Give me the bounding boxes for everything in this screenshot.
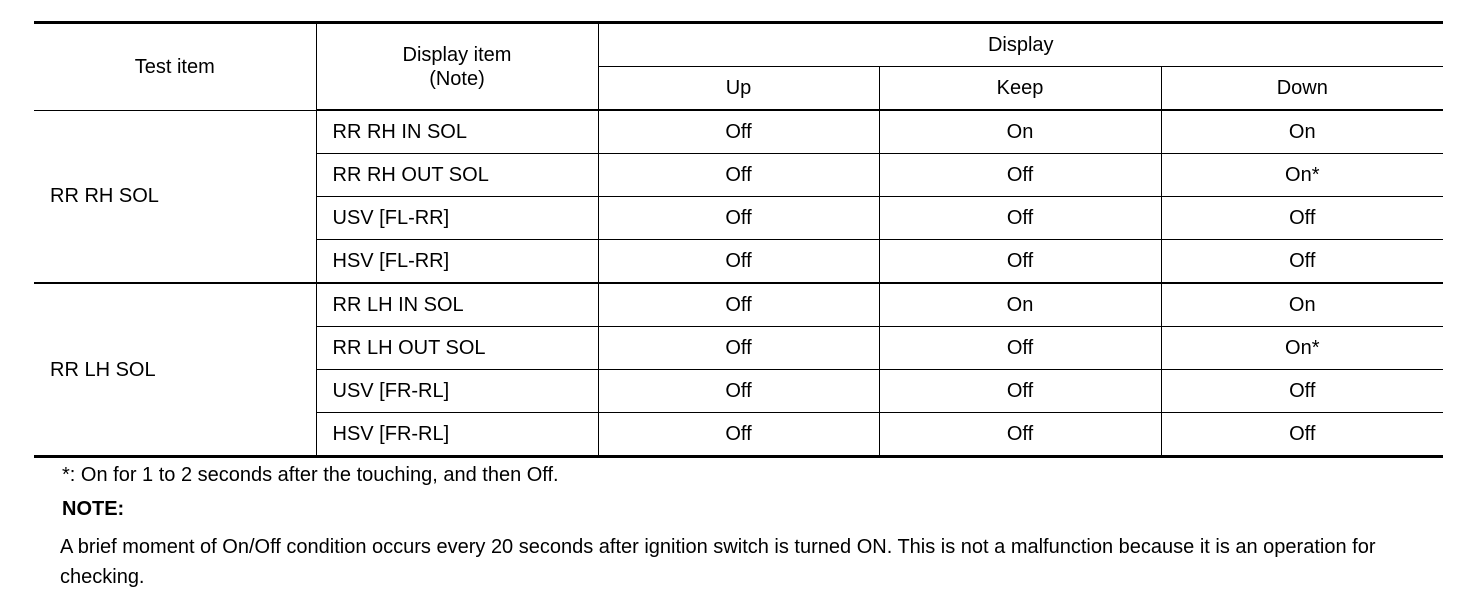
- header-keep: Keep: [879, 67, 1161, 111]
- keep-cell: On: [879, 110, 1161, 154]
- down-cell: Off: [1161, 197, 1443, 240]
- header-test-item: Test item: [34, 23, 316, 111]
- test-item-cell: RR RH SOL: [34, 110, 316, 283]
- down-cell: On: [1161, 110, 1443, 154]
- header-display-item-line1: Display item: [402, 43, 512, 66]
- footnote: *: On for 1 to 2 seconds after the touching, and then Off.: [62, 464, 559, 486]
- up-cell: Off: [598, 154, 879, 197]
- keep-cell: On: [879, 283, 1161, 327]
- table-row: [34, 110, 1443, 154]
- header-up: Up: [598, 67, 879, 111]
- down-cell: Off: [1161, 370, 1443, 413]
- active-test-table: [34, 21, 1443, 458]
- display-item-cell: USV [FL-RR]: [316, 197, 598, 240]
- display-item-cell: HSV [FL-RR]: [316, 240, 598, 284]
- keep-cell: Off: [879, 413, 1161, 457]
- header-display: Display: [598, 23, 1443, 67]
- note-label: NOTE:: [62, 498, 125, 520]
- header-display-item-line2: (Note): [429, 67, 485, 90]
- up-cell: Off: [598, 413, 879, 457]
- up-cell: Off: [598, 370, 879, 413]
- up-cell: Off: [598, 197, 879, 240]
- down-cell: On: [1161, 283, 1443, 327]
- down-cell: Off: [1289, 423, 1316, 445]
- display-item-cell: RR LH OUT SOL: [316, 327, 598, 370]
- display-item-cell: HSV [FR-RL]: [316, 413, 598, 457]
- keep-cell: Off: [879, 197, 1161, 240]
- keep-cell: Off: [879, 370, 1161, 413]
- header-down: Down: [1161, 67, 1443, 111]
- display-item-cell: RR LH IN SOL: [316, 283, 598, 327]
- keep-cell: Off: [879, 154, 1161, 197]
- up-cell: Off: [598, 283, 879, 327]
- notes-section: [60, 460, 1462, 588]
- display-item-cell: RR RH IN SOL: [316, 110, 598, 154]
- test-item-cell: RR LH SOL: [34, 283, 316, 457]
- table-row: [34, 283, 1443, 327]
- up-cell: Off: [598, 110, 879, 154]
- down-cell: On*: [1161, 154, 1443, 197]
- note-text: A brief moment of On/Off condition occurs every 20 seconds after ignition switch is turned ON. This is not a malfunction because it is an operation for checking.: [60, 536, 1376, 588]
- header-display-item: [316, 23, 598, 111]
- up-cell: Off: [598, 240, 879, 284]
- header-row: [34, 23, 1443, 67]
- down-cell: Off: [1161, 240, 1443, 284]
- up-cell: Off: [598, 327, 879, 370]
- keep-cell: Off: [879, 327, 1161, 370]
- display-item-cell: USV [FR-RL]: [316, 370, 598, 413]
- keep-cell: Off: [879, 240, 1161, 284]
- display-item-cell: RR RH OUT SOL: [316, 154, 598, 197]
- down-cell: On*: [1161, 327, 1443, 370]
